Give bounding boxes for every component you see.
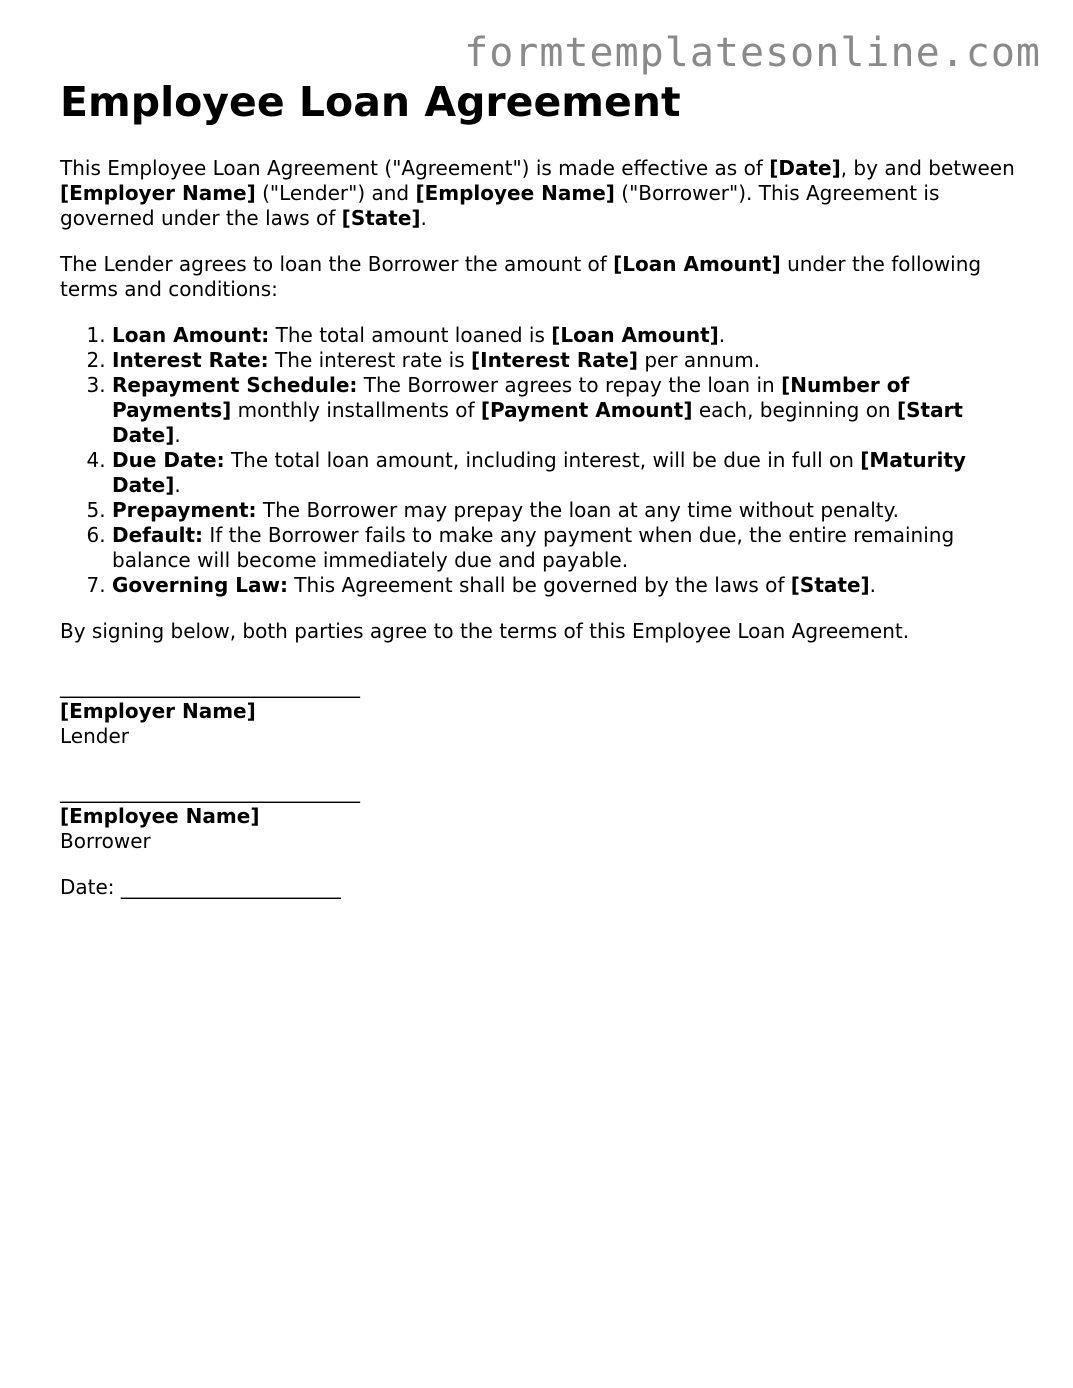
document-title: Employee Loan Agreement xyxy=(60,78,681,126)
lender-name: [Employer Name] xyxy=(60,699,256,723)
intro-text: ("Lender") and xyxy=(255,181,416,205)
intro-text: This Employee Loan Agreement ("Agreement") is made effective as of xyxy=(60,156,770,180)
intro-paragraph xyxy=(60,156,1020,231)
date-row xyxy=(60,875,1020,900)
term-placeholder: [Loan Amount] xyxy=(551,323,719,347)
watermark-text: formtemplatesonline.com xyxy=(464,30,1041,76)
term-text: This Agreement shall be governed by the laws of xyxy=(287,573,791,597)
term-label: Prepayment: xyxy=(112,498,257,522)
term-text: each, beginning on xyxy=(692,398,897,422)
lender-signature-block xyxy=(60,674,1020,749)
term-placeholder: [State] xyxy=(790,573,870,597)
document-page xyxy=(60,76,1020,900)
term-text: per annum. xyxy=(637,348,761,372)
term-text: The interest rate is xyxy=(268,348,472,372)
employee-name-placeholder: [Employee Name] xyxy=(415,181,615,205)
lender-role: Lender xyxy=(60,724,129,748)
borrower-signature-line[interactable]: ______________________________ xyxy=(60,779,360,803)
borrower-role: Borrower xyxy=(60,829,151,853)
borrower-name: [Employee Name] xyxy=(60,804,260,828)
terms-list xyxy=(60,323,1020,598)
term-text: . xyxy=(174,423,181,447)
term-text: monthly installments of xyxy=(231,398,481,422)
term-label: Repayment Schedule: xyxy=(112,373,358,397)
term-label: Governing Law: xyxy=(112,573,288,597)
closing-paragraph: By signing below, both parties agree to the terms of this Employee Loan Agreement. xyxy=(60,619,910,643)
term-text: The Borrower may prepay the loan at any time without penalty. xyxy=(256,498,899,522)
state-placeholder: [State] xyxy=(341,206,421,230)
lender-signature-line[interactable]: ______________________________ xyxy=(60,674,360,698)
employer-name-placeholder: [Employer Name] xyxy=(60,181,256,205)
term-text: The Borrower agrees to repay the loan in xyxy=(357,373,782,397)
term-item xyxy=(112,498,1020,523)
term-text: . xyxy=(718,323,726,347)
term-placeholder: [Start Date] xyxy=(112,398,963,447)
loan-amount-placeholder: [Loan Amount] xyxy=(613,252,781,276)
term-item xyxy=(112,523,1020,573)
terms-lead-text: under the following terms and conditions: xyxy=(60,252,982,301)
intro-text: ("Borrower"). This Agreement is governed under the laws of xyxy=(60,181,940,230)
date-placeholder: [Date] xyxy=(769,156,841,180)
term-placeholder: [Number of Payments] xyxy=(112,373,910,422)
intro-text: . xyxy=(420,206,427,230)
term-text: If the Borrower fails to make any payment when due, the entire remaining balance will become immediately due and payable. xyxy=(112,523,955,572)
date-input-line[interactable]: ______________________ xyxy=(120,875,341,899)
term-placeholder: [Interest Rate] xyxy=(471,348,638,372)
date-label: Date: xyxy=(60,875,121,899)
term-item xyxy=(112,573,1020,598)
term-item xyxy=(112,348,1020,373)
terms-lead-paragraph xyxy=(60,252,1020,302)
term-item xyxy=(112,323,1020,348)
term-text: The total amount loaned is xyxy=(269,323,552,347)
term-label: Default: xyxy=(112,523,204,547)
term-label: Due Date: xyxy=(112,448,225,472)
term-label: Loan Amount: xyxy=(112,323,270,347)
term-label: Interest Rate: xyxy=(112,348,269,372)
term-text: . xyxy=(869,573,877,597)
terms-lead-text: The Lender agrees to loan the Borrower the amount of xyxy=(60,252,614,276)
borrower-signature-block xyxy=(60,779,1020,854)
term-placeholder: [Maturity Date] xyxy=(112,448,966,497)
term-item xyxy=(112,448,1020,498)
term-placeholder: [Payment Amount] xyxy=(480,398,693,422)
term-text: The total loan amount, including interest, will be due in full on xyxy=(224,448,861,472)
intro-text: , by and between xyxy=(840,156,1015,180)
term-item xyxy=(112,373,1020,448)
term-text: . xyxy=(174,473,181,497)
